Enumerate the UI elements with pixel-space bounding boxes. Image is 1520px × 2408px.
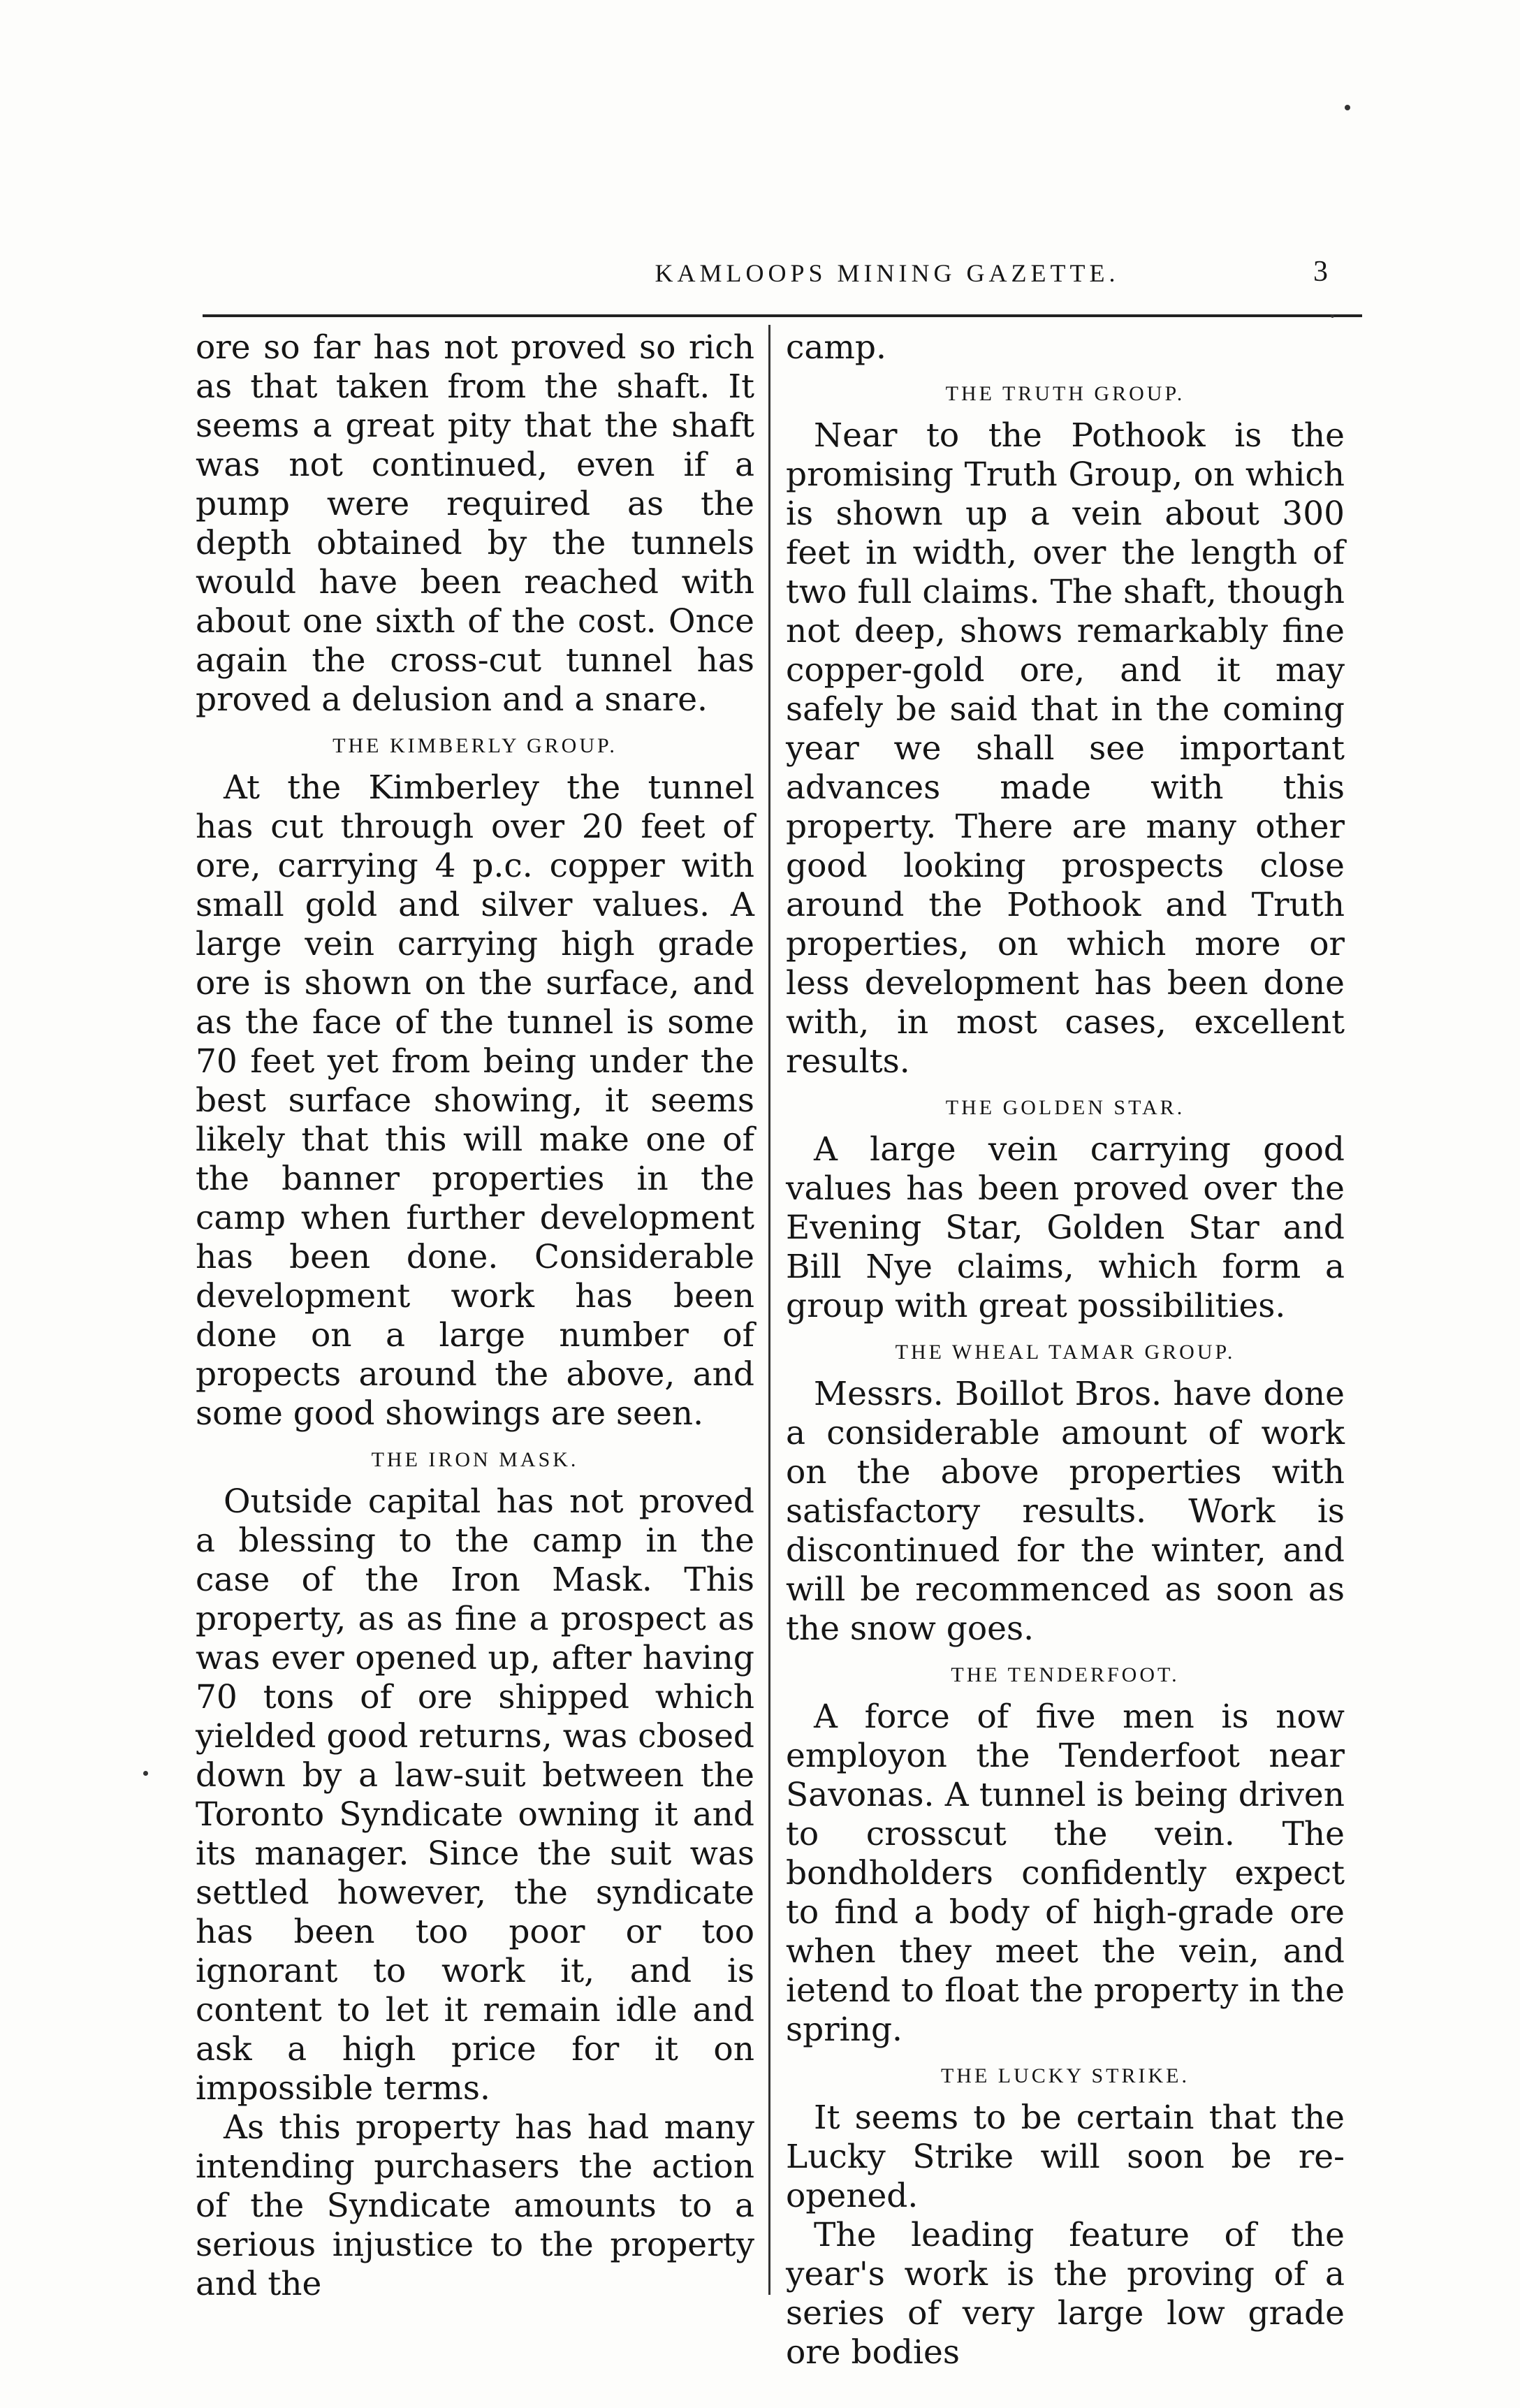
paragraph-golden-star: A large vein carrying good values has been proved over the Evening Star, Golden Star and Bill Nye claims, which form a group with great possibilities. <box>786 1130 1345 1325</box>
section-heading-lucky-strike: THE LUCKY STRIKE. <box>940 2064 1190 2087</box>
paragraph-iron-mask-1: Outside capital has not proved a blessing to the camp in the case of the Iron Mask. This property, as as fine a prospect as was ever opened up, after having 70 tons of ore shipped which yielded good returns, was cbosed down by a law-suit between the Toronto Syndicate owning it and its manager. Since the suit was settled however, the syndicate has been too poor or too ignorant to work it, and is content to let it remain idle and ask a high price for it on impossible terms. <box>196 1482 754 2108</box>
section-heading-golden-star: THE GOLDEN STAR. <box>945 1096 1185 1119</box>
paragraph-truth: Near to the Pothook is the promising Truth Group, on which is shown up a vein about 300 feet in width, over the length of two full claims. The shaft, though not deep, shows remarkably fine copper-gold ore, and it may safely be said that in the coming year we shall see important advances made with this property. There are many other good looking prospects close around the Pothook and Truth properties, on which more or less development has been done with, in most cases, excellent results. <box>786 416 1345 1081</box>
section-heading-kimberly: THE KIMBERLY GROUP. <box>332 734 618 757</box>
column-divider <box>768 325 770 2295</box>
left-column <box>196 328 754 2304</box>
paragraph-lucky-strike-2: The leading feature of the year's work is the proving of a series of very large low grade ore bodies <box>786 2216 1345 2372</box>
paragraph-continued: ore so far has not proved so rich as that taken from the shaft. It seems a great pity that the shaft was not continued, even if a pump were required as the depth obtained by the tunnels would have been reached with about one sixth of the cost. Once again the cross-cut tunnel has proved a delusion and a snare. <box>196 328 754 719</box>
section-heading-wheal-tamar: THE WHEAL TAMAR GROUP. <box>895 1341 1236 1364</box>
paragraph-iron-mask-2: As this property has had many intending purchasers the action of the Syndicate amounts to a serious injustice to the property and the <box>196 2108 754 2303</box>
section-heading-iron-mask: THE IRON MASK. <box>371 1448 579 1471</box>
right-column <box>786 328 1345 2372</box>
ink-speck <box>143 1771 148 1776</box>
paragraph-wheal-tamar: Messrs. Boillot Bros. have done a considerable amount of work on the above properties with satisfactory results. Work is discontinued for the winter, and will be recommenced as soon as the snow goes. <box>786 1375 1345 1648</box>
paragraph-kimberly: At the Kimberley the tunnel has cut through over 20 feet of ore, carrying 4 p.c. copper with small gold and silver values. A large vein carrying high grade ore is shown on the surface, and as the face of the tunnel is some 70 feet yet from being under the best surface showing, it seems likely that this will make one of the banner properties in the camp when further development has been done. Considerable development work has been done on a large number of propects around the above, and some good showings are seen. <box>196 768 754 1433</box>
paragraph-tenderfoot: A force of five men is now employon the Tenderfoot near Savonas. A tunnel is being driven to crosscut the vein. The bondholders confidently expect to find a body of high-grade ore when they meet the vein, and ietend to float the property in the spring. <box>786 1698 1345 2049</box>
paragraph-lucky-strike-1: It seems to be certain that the Lucky Strike will soon be re-opened. <box>786 2099 1345 2215</box>
section-heading-truth: THE TRUTH GROUP. <box>945 382 1185 405</box>
ink-speck <box>1331 314 1334 318</box>
page-number: 3 <box>1313 256 1328 288</box>
ink-speck <box>1345 105 1350 110</box>
paragraph-camp: camp. <box>786 328 886 367</box>
running-header: KAMLOOPS MINING GAZETTE. <box>655 259 1120 287</box>
section-heading-tenderfoot: THE TENDERFOOT. <box>951 1663 1180 1686</box>
header-rule <box>203 314 1362 317</box>
